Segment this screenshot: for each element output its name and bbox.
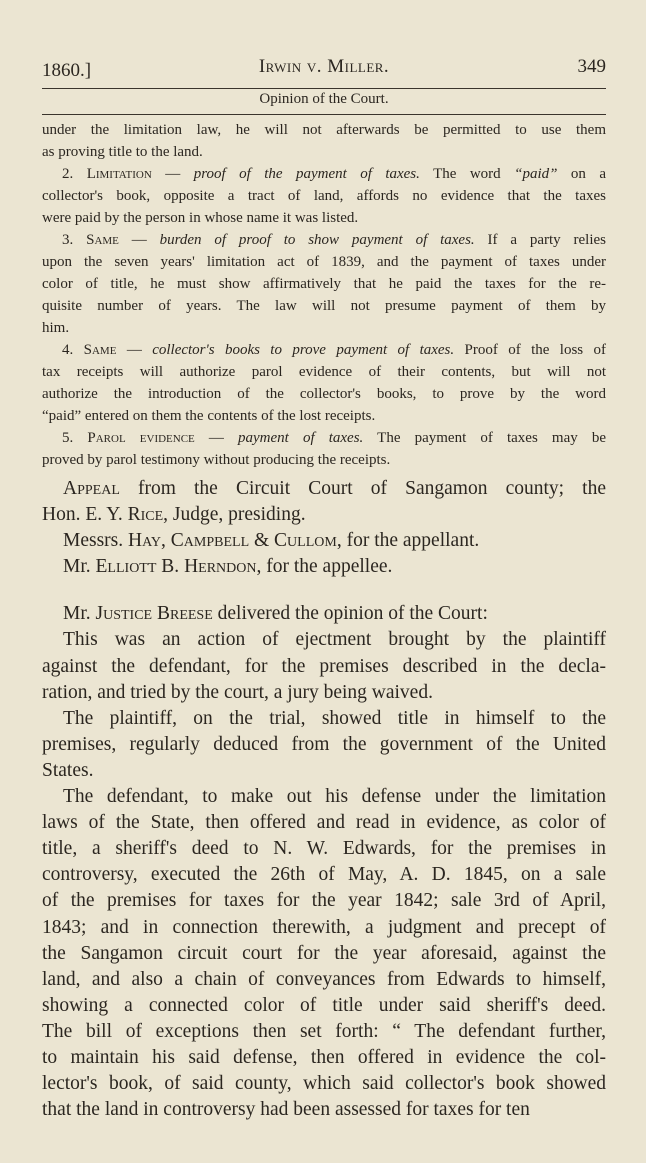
italic-text: burden of proof to show payment of taxes. (159, 232, 475, 248)
text-run: The plaintiff, on the trial, showed title in himself to the (63, 707, 606, 729)
text-line (42, 1019, 606, 1045)
text-line (42, 654, 606, 680)
text-line (42, 888, 606, 914)
text-line (42, 967, 606, 993)
text-run: Messrs. (63, 530, 129, 552)
text-line (42, 317, 606, 339)
text-run: collector's book, opposite a tract of land, affords no evidence that the taxes (42, 188, 606, 204)
text-run: The bill of exceptions then set forth: “ The defendant further, (42, 1020, 606, 1042)
text-run: of the premises for taxes for the year 1842; sale 3rd of April, (42, 890, 606, 912)
paragraph-gap (42, 580, 606, 601)
text-run: “paid” entered on them the contents of the lost receipts. (42, 408, 376, 424)
page-number: 349 (577, 56, 606, 77)
text-line (42, 383, 606, 405)
text-line (42, 295, 606, 317)
text-line (42, 185, 606, 207)
small-caps-text: Same (86, 232, 119, 248)
text-line (42, 528, 606, 554)
text-line (42, 810, 606, 836)
text-line (42, 836, 606, 862)
text-run: delivered the opinion of the Court: (212, 603, 488, 625)
text-run: laws of the State, then offered and read in evidence, as color of (42, 812, 606, 834)
text-line (42, 1045, 606, 1071)
text-run: controversy, executed the 26th of May, A. D. 1845, on a sale (42, 864, 606, 886)
text-run: 4. (62, 342, 84, 358)
text-run: as proving title to the land. (42, 144, 203, 160)
text-line (42, 862, 606, 888)
text-run: The word (419, 166, 515, 182)
small-caps-text: Rice (127, 504, 164, 526)
text-line (42, 273, 606, 295)
text-line (42, 449, 606, 471)
italic-text: proof of the payment of taxes. (193, 166, 420, 182)
headnotes (42, 119, 606, 471)
text-line (42, 758, 606, 784)
text-run: , Judge, presiding. (163, 504, 306, 526)
text-run: quisite number of years. The law will not presume payment of them by (42, 298, 606, 314)
text-run: title, a sheriff's deed to N. W. Edwards, for the premises in (42, 838, 606, 860)
appearance-paragraph (42, 554, 606, 580)
section-heading: Opinion of the Court. (259, 91, 389, 107)
italic-text: payment of taxes. (238, 430, 364, 446)
text-run: Mr. (63, 556, 96, 578)
text-run: — (194, 430, 239, 446)
text-line (42, 476, 606, 502)
text-line (42, 502, 606, 528)
text-run: 5. (62, 430, 88, 446)
text-line (42, 1071, 606, 1097)
text-run: 3. (62, 232, 87, 248)
running-header (42, 56, 606, 84)
text-run: color of title, he must show affirmatively that he paid the taxes for the re- (42, 276, 606, 292)
text-run: — (116, 342, 153, 358)
text-run: tax receipts will authorize parol evidence of their contents, but will not (42, 364, 606, 380)
opinion-body (42, 476, 606, 1123)
text-run: showing a connected color of title under said sheriff's deed. (42, 994, 606, 1016)
text-run: , for the appellee. (256, 556, 393, 578)
small-caps-text: Elliott (95, 556, 157, 578)
text-line (42, 601, 606, 627)
text-run: 1843; and in connection therewith, a judgment and precept of (42, 916, 606, 938)
headnote-paragraph (42, 163, 606, 229)
text-run: upon the seven years' limitation act of 1839, and the payment of taxes under (42, 254, 606, 270)
header-rule (42, 88, 606, 89)
text-line (42, 339, 606, 361)
text-run: him. (42, 320, 70, 336)
text-line (42, 732, 606, 758)
small-caps-text: Parol evidence (87, 430, 195, 446)
text-run: the Sangamon circuit court for the year aforesaid, against the (42, 942, 606, 964)
year-bracket: 1860.] (42, 60, 92, 81)
appearance-paragraph (42, 476, 606, 528)
text-line (42, 784, 606, 810)
text-run: — (151, 166, 194, 182)
opinion-paragraph (42, 784, 606, 1123)
text-run: were paid by the person in whose name it was listed. (42, 210, 359, 226)
text-line (42, 706, 606, 732)
text-line (42, 229, 606, 251)
text-run: Hon. E. Y. (42, 504, 128, 526)
italic-text: collector's books to prove payment of taxes. (152, 342, 455, 358)
opinion-paragraph (42, 706, 606, 784)
text-run: under the limitation law, he will not afterwards be permitted to use them (42, 122, 606, 138)
text-line (42, 554, 606, 580)
small-caps-text: Justice Breese (95, 603, 213, 625)
text-line (42, 915, 606, 941)
italic-text: “paid” (514, 166, 558, 182)
text-run: to maintain his said defense, then offered in evidence the col- (42, 1046, 606, 1068)
text-line (42, 627, 606, 653)
text-line (42, 119, 606, 141)
appearance-paragraph (42, 528, 606, 554)
text-run: premises, regularly deduced from the government of the United (42, 733, 606, 755)
text-line (42, 1097, 606, 1123)
small-caps-text: Limitation (86, 166, 152, 182)
headnote-paragraph (42, 427, 606, 471)
text-run: — (118, 232, 160, 248)
section-rule (42, 114, 606, 115)
text-run: B. (156, 556, 185, 578)
small-caps-text: Same (83, 342, 117, 358)
text-line (42, 141, 606, 163)
text-line (42, 680, 606, 706)
text-line (42, 427, 606, 449)
opinion-paragraph (42, 601, 606, 627)
text-run: land, and also a chain of conveyances from Edwards to himself, (42, 968, 606, 990)
text-run: proved by parol testimony without producing the receipts. (42, 452, 391, 468)
text-run: The payment of taxes may be (363, 430, 607, 446)
text-line (42, 405, 606, 427)
text-run: lector's book, of said county, which said collector's book showed (42, 1073, 606, 1095)
text-run: Mr. (63, 603, 96, 625)
text-run: ration, and tried by the court, a jury being waived. (42, 681, 433, 703)
text-run: against the defendant, for the premises described in the decla- (42, 655, 606, 677)
text-run: authorize the introduction of the collector's books, to prove by the word (42, 386, 606, 402)
text-line (42, 941, 606, 967)
text-line (42, 993, 606, 1019)
text-run: The defendant, to make out his defense under the limitation (63, 786, 606, 808)
text-line (42, 251, 606, 273)
small-caps-text: Hay, Campbell & Cullom (128, 530, 337, 552)
text-line (42, 207, 606, 229)
headnote-paragraph (42, 119, 606, 163)
opinion-paragraph (42, 627, 606, 705)
text-run: This was an action of ejectment brought by the plaintiff (63, 629, 606, 651)
text-run: that the land in controversy had been assessed for taxes for ten (42, 1099, 530, 1121)
text-line (42, 163, 606, 185)
text-run: on a (557, 166, 607, 182)
text-run: , for the appellant. (336, 530, 480, 552)
small-caps-text: Herndon (184, 556, 257, 578)
text-line (42, 361, 606, 383)
text-run: Proof of the loss of (454, 342, 607, 358)
text-run: States. (42, 759, 94, 781)
small-caps-text: Appeal (63, 478, 120, 499)
text-run: from the Circuit Court of Sangamon county; the (119, 478, 606, 499)
headnote-paragraph (42, 339, 606, 427)
headnote-paragraph (42, 229, 606, 339)
case-title: Irwin v. Miller. (258, 56, 390, 77)
text-run: 2. (62, 166, 87, 182)
text-run: If a party relies (474, 232, 607, 248)
